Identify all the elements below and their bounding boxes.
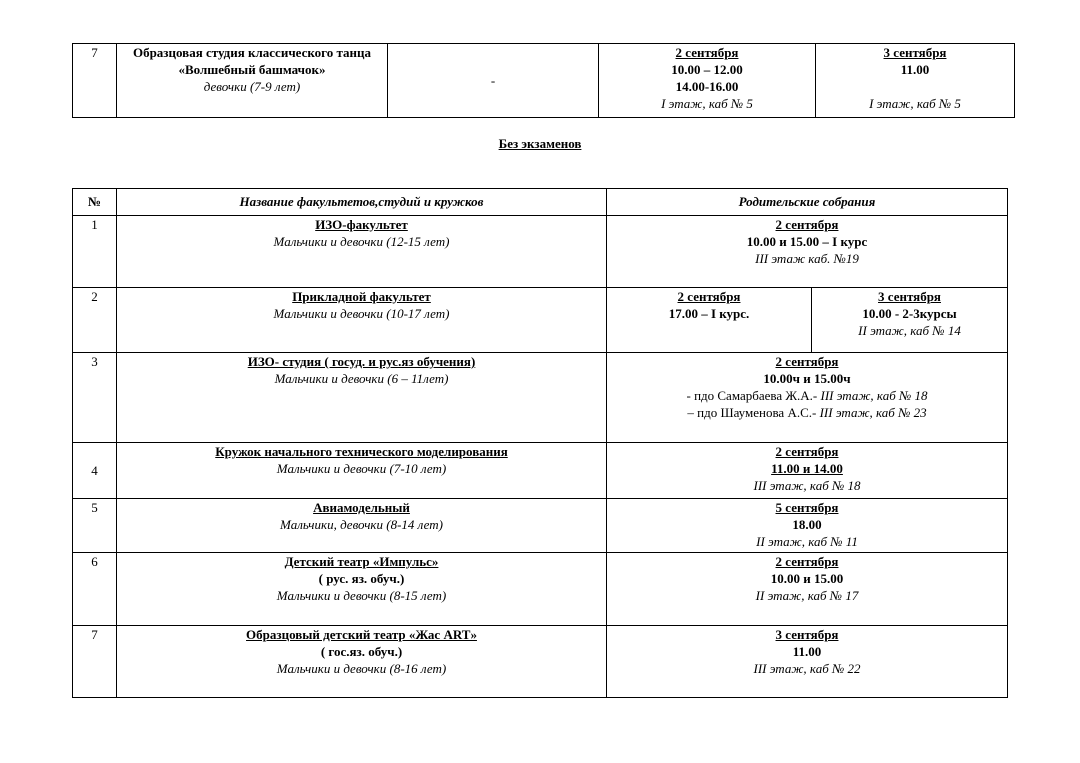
meeting-room: II этаж, каб № 17 xyxy=(755,588,859,603)
name-cell xyxy=(117,553,607,626)
name-cell xyxy=(117,216,607,288)
meeting-room: III этаж каб. №19 xyxy=(755,251,859,266)
day1-room: I этаж, каб № 5 xyxy=(661,96,753,111)
meeting-room: III этаж, каб № 18 xyxy=(753,478,861,493)
name-cell xyxy=(117,288,607,353)
table-row xyxy=(73,553,1008,626)
faculty-name: ИЗО- студия ( госуд. и рус.яз обучения) xyxy=(247,354,476,369)
row-number: 4 xyxy=(73,443,117,499)
faculty-name: Авиамодельный xyxy=(313,500,410,515)
meeting-time: 10.00ч и 15.00ч xyxy=(763,371,851,386)
dash-cell: - xyxy=(388,44,599,118)
header-name: Название факультетов,студий и кружков xyxy=(117,189,607,216)
table-row xyxy=(73,353,1008,443)
day2-time: 11.00 xyxy=(900,62,930,77)
name-cell xyxy=(117,353,607,443)
table-header-row xyxy=(73,189,1008,216)
day1-date: 2 сентября xyxy=(675,45,739,60)
row-number: 3 xyxy=(73,353,117,443)
faculty-name: Детский театр «Импульс» xyxy=(284,554,439,569)
day2-date: 3 сентября xyxy=(883,45,947,60)
meeting-date: 2 сентября xyxy=(775,444,839,459)
teacher-line-1 xyxy=(607,387,1007,404)
meeting-time: 11.00 и 14.00 xyxy=(771,461,843,476)
audience: Мальчики и девочки (8-16 лет) xyxy=(276,661,447,676)
table-row xyxy=(73,44,1015,118)
audience: Мальчики и девочки (7-10 лет) xyxy=(276,461,447,476)
name-cell xyxy=(117,499,607,553)
meeting-cell xyxy=(607,443,1008,499)
audience: Мальчики и девочки (8-15 лет) xyxy=(276,588,447,603)
teacher-2-room: III этаж, каб № 23 xyxy=(819,405,927,420)
day1-time-1: 10.00 – 12.00 xyxy=(671,62,743,77)
meeting-cell xyxy=(607,216,1008,288)
table-row xyxy=(73,288,1008,353)
meeting-date: 3 сентября xyxy=(878,289,941,304)
schedule-table xyxy=(72,188,1008,698)
row-number: 7 xyxy=(73,44,117,118)
meeting-date: 3 сентября xyxy=(775,627,839,642)
meeting-room: III этаж, каб № 22 xyxy=(753,661,861,676)
meeting-cell xyxy=(607,626,1008,698)
row-number: 6 xyxy=(73,553,117,626)
table-row xyxy=(73,443,1008,499)
studio-name: Образцовая студия классического танца «Волшебный башмачок» xyxy=(132,45,372,77)
language: ( рус. яз. обуч.) xyxy=(318,571,405,586)
meeting-time: 10.00 и 15.00 – I курс xyxy=(746,234,868,249)
meeting-cell-right xyxy=(812,288,1008,353)
table-row xyxy=(73,499,1008,553)
faculty-name: ИЗО-факультет xyxy=(315,217,408,232)
header-num: № xyxy=(73,189,117,216)
studio-audience: девочки (7-9 лет) xyxy=(203,79,301,94)
meeting-room: II этаж, каб № 11 xyxy=(756,534,858,549)
meeting-date: 5 сентября xyxy=(775,500,839,515)
teacher-line-2 xyxy=(607,404,1007,421)
meeting-date: 2 сентября xyxy=(677,289,741,304)
teacher-2: – пдо Шауменова А.С.- xyxy=(687,405,820,420)
row-number: 2 xyxy=(73,288,117,353)
top-table xyxy=(72,43,1015,118)
audience: Мальчики, девочки (8-14 лет) xyxy=(280,517,443,532)
day2-room: I этаж, каб № 5 xyxy=(869,96,961,111)
audience: Мальчики и девочки (12-15 лет) xyxy=(273,234,450,249)
row-number: 1 xyxy=(73,216,117,288)
header-meetings: Родительские собрания xyxy=(607,189,1008,216)
faculty-name: Кружок начального технического моделирования xyxy=(215,444,508,459)
meeting-date: 2 сентября xyxy=(775,217,839,232)
teacher-1: - пдо Самарбаева Ж.А.- xyxy=(686,388,821,403)
name-cell xyxy=(117,626,607,698)
meeting-cell-left xyxy=(607,288,812,353)
meeting-time: 18.00 xyxy=(792,517,822,532)
day1-cell xyxy=(599,44,816,118)
meeting-room: II этаж, каб № 14 xyxy=(858,323,961,338)
meeting-time: 11.00 xyxy=(792,644,822,659)
meeting-cell xyxy=(607,553,1008,626)
meeting-time: 17.00 – I курс. xyxy=(668,306,750,321)
meeting-cell xyxy=(607,499,1008,553)
meeting-date: 2 сентября xyxy=(775,554,839,569)
faculty-name: Прикладной факультет xyxy=(292,289,431,304)
table-row xyxy=(73,216,1008,288)
faculty-name: Образцовый детский театр «Жас ART» xyxy=(246,627,477,642)
language: ( гос.яз. обуч.) xyxy=(320,644,403,659)
studio-cell xyxy=(117,44,388,118)
table-row xyxy=(73,626,1008,698)
teacher-1-room: III этаж, каб № 18 xyxy=(820,388,928,403)
section-heading: Без экзаменов xyxy=(498,136,582,151)
audience: Мальчики и девочки (10-17 лет) xyxy=(273,306,450,321)
meeting-cell xyxy=(607,353,1008,443)
day1-time-2: 14.00-16.00 xyxy=(675,79,739,94)
name-cell xyxy=(117,443,607,499)
meeting-time: 10.00 - 2-3курсы xyxy=(862,306,957,321)
meeting-date: 2 сентября xyxy=(775,354,839,369)
meeting-time: 10.00 и 15.00 xyxy=(770,571,844,586)
row-number: 5 xyxy=(73,499,117,553)
audience: Мальчики и девочки (6 – 11лет) xyxy=(274,371,449,386)
day2-cell xyxy=(816,44,1015,118)
row-number: 7 xyxy=(73,626,117,698)
